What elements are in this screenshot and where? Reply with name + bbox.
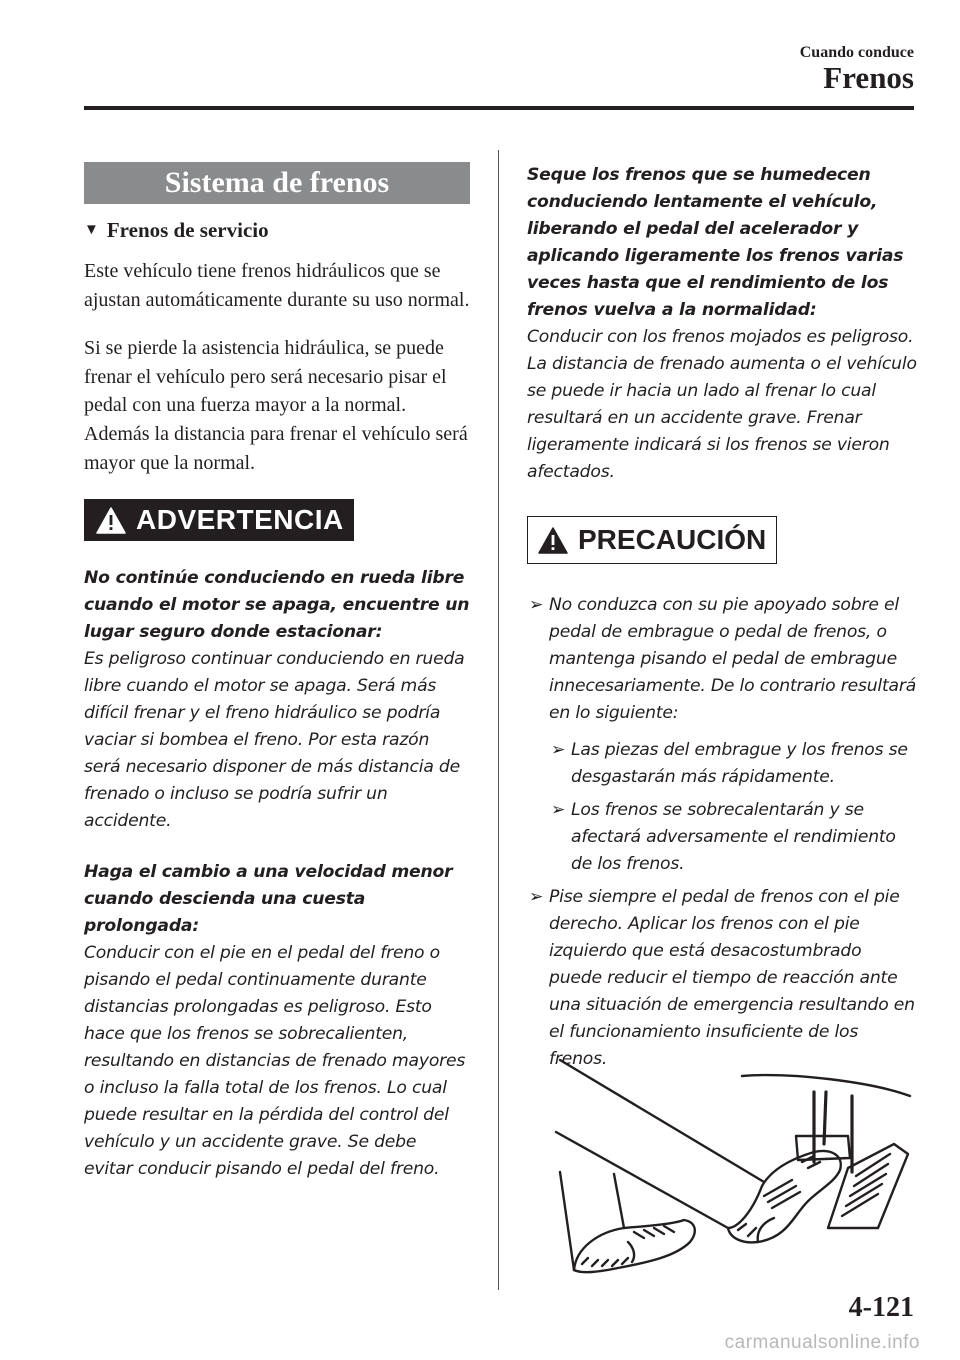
list-item <box>527 592 919 727</box>
warning-item <box>84 565 470 835</box>
header-section-label: Cuando conduce <box>799 44 914 61</box>
list-item-text: Las piezas del embrague y los frenos se desgastarán más rápidamente. <box>571 740 908 787</box>
list-item <box>527 884 919 1073</box>
arrowhead-icon: ➢ <box>551 800 566 820</box>
subheading-text: Frenos de servicio <box>106 218 269 242</box>
subheading <box>84 218 470 243</box>
list-item <box>549 797 919 878</box>
arrowhead-icon: ➢ <box>529 595 544 615</box>
warning-triangle-icon <box>96 507 126 534</box>
warning-label-box <box>84 499 354 541</box>
header-rule <box>84 106 914 110</box>
warning-item-body: Es peligroso continuar conduciendo en rueda libre cuando el motor se apaga. Será más difícil frenar y el freno hidráulico se podría vaciar si bombea el freno. Por esta razón será necesario disponer de más distancia de frenado o incluso se podría sufrir un accidente. <box>84 649 465 832</box>
warning-item-title: Haga el cambio a una velocidad menor cuando descienda una cuesta prolongada: <box>84 862 453 937</box>
list-item <box>549 737 919 791</box>
paragraph: Este vehículo tiene frenos hidráulicos que se ajustan automáticamente durante su uso normal. <box>84 260 470 311</box>
sub-list <box>527 737 919 878</box>
warning-item-title: No continúe conduciendo en rueda libre cuando el motor se apaga, encuentre un lugar seguro donde estacionar: <box>84 568 470 643</box>
page-number: 4-121 <box>848 1292 914 1323</box>
left-column <box>84 162 470 1183</box>
caution-label-box <box>527 516 777 564</box>
watermark: carmanualsonline.info <box>724 1332 920 1353</box>
warning-label: ADVERTENCIA <box>136 504 344 536</box>
foot-on-pedals-illustration <box>552 1052 916 1284</box>
paragraph: Si se pierde la asistencia hidráulica, se puede frenar el vehículo pero será necesario pisar el pedal con una fuerza mayor a la normal. Además la distancia para frenar el vehículo será mayor que la normal. <box>84 337 468 474</box>
warning-triangle-icon <box>538 527 568 554</box>
warning-item-body: Conducir con los frenos mojados es peligroso. La distancia de frenado aumenta o el vehículo se puede ir hacia un lado al frenar lo cual resultará en un accidente grave. Frenar ligeramente indicará si los frenos se vieron afectados. <box>527 327 917 482</box>
caution-label: PRECAUCIÓN <box>578 524 767 555</box>
list-item-text: Pise siempre el pedal de frenos con el pie derecho. Aplicar los frenos con el pie izquierdo que está desacostumbrado puede reducir el tiempo de reacción ante una situación de emergencia resultando en el funcionamiento insuficiente de los frenos. <box>549 887 915 1069</box>
right-column <box>527 162 919 1073</box>
list-item-text: Los frenos se sobrecalentarán y se afectará adversamente el rendimiento de los frenos. <box>571 800 896 874</box>
arrowhead-icon: ➢ <box>551 740 566 760</box>
warning-item-body: Conducir con el pie en el pedal del freno o pisando el pedal continuamente durante distancias prolongadas es peligroso. Esto hace que los frenos se sobrecalienten, resultando en distancias de frenado mayores o incluso la falla total de los frenos. Lo cual puede resultar en la pérdida del control del vehículo y un accidente grave. Se debe evitar conducir pisando el pedal del freno. <box>84 943 466 1180</box>
warning-item-title: Seque los frenos que se humedecen conduciendo lentamente el vehículo, liberando el pedal del acelerador y aplicando ligeramente los frenos varias veces hasta que el rendimiento de los frenos vuelva a la normalidad: <box>527 165 904 320</box>
caution-label-wrap <box>527 516 919 564</box>
caution-list <box>527 592 919 1073</box>
column-divider <box>498 150 499 1290</box>
arrowhead-icon: ➢ <box>529 887 544 907</box>
section-title: Sistema de frenos <box>84 162 470 204</box>
list-item-text: No conduzca con su pie apoyado sobre el pedal de embrague o pedal de frenos, o mantenga pisando el pedal de embrague innecesariamente. De lo contrario resultará en lo siguiente: <box>549 595 917 723</box>
warning-item <box>527 162 919 486</box>
down-triangle-icon: ▼ <box>84 222 99 238</box>
warning-item <box>84 859 470 1183</box>
header-title: Frenos <box>823 60 914 95</box>
